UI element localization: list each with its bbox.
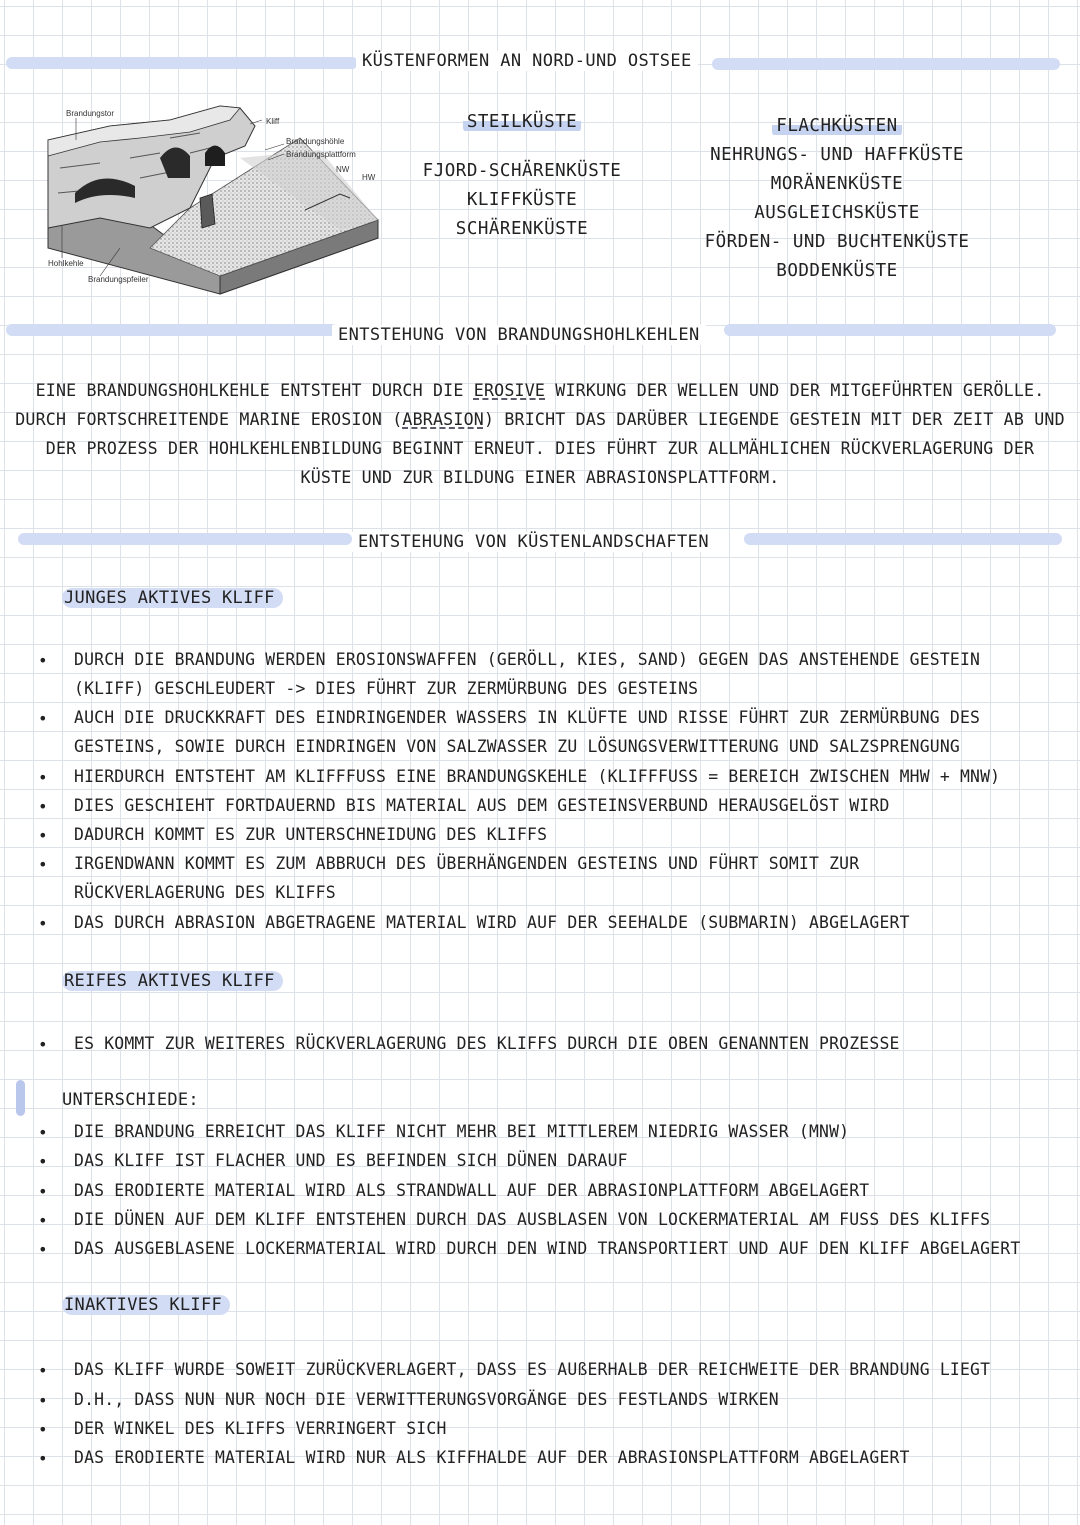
list-item: DAS ERODIERTE MATERIAL WIRD NUR ALS KIFFHALDE AUF DER ABRASIONSPLATTFORM ABGELAGERT — [74, 1448, 910, 1467]
paragraph-text: WIRKUNG DER WELLEN UND DER MITGEFÜHRTEN GERÖLLE. — [545, 381, 1045, 400]
list-item: DAS AUSGEBLASENE LOCKERMATERIAL WIRD DURCH DEN WIND TRANSPORTIERT UND AUF DEN KLIFF ABGELAGERT — [74, 1239, 1021, 1258]
bullet: • — [38, 826, 48, 845]
bullet: • — [38, 651, 48, 670]
bullet: • — [38, 1449, 48, 1468]
inaktives-title — [62, 1295, 230, 1315]
list-item: DAS DURCH ABRASION ABGETRAGENE MATERIAL WIRD AUF DER SEEHALDE (SUBMARIN) ABGELAGERT — [74, 913, 910, 932]
bullet: • — [38, 1420, 48, 1439]
bullet: • — [38, 1211, 48, 1230]
list-item: HIERDURCH ENTSTEHT AM KLIFFFUSS EINE BRANDUNGSKEHLE (KLIFFFUSS = BEREICH ZWISCHEN MHW + MNW) — [74, 767, 1001, 786]
bullet: • — [38, 1035, 48, 1054]
bullet: • — [38, 914, 48, 933]
flachkuesten-item: FÖRDEN- UND BUCHTENKÜSTE — [704, 232, 970, 252]
paragraph-text: KÜSTE UND ZUR BILDUNG EINER ABRASIONSPLATTFORM. — [300, 468, 780, 487]
flachkuesten-item: NEHRUNGS- UND HAFFKÜSTE — [710, 145, 964, 165]
junges-title — [62, 588, 283, 608]
bullet: • — [38, 1182, 48, 1201]
list-item: IRGENDWANN KOMMT ES ZUM ABBRUCH DES ÜBERHÄNGENDEN GESTEINS UND FÜHRT SOMIT ZUR — [74, 854, 860, 873]
list-item: RÜCKVERLAGERUNG DES KLIFFS — [74, 883, 336, 902]
steilkueste-item: KLIFFKÜSTE — [466, 190, 578, 210]
bullet: • — [38, 855, 48, 874]
list-item: DURCH DIE BRANDUNG WERDEN EROSIONSWAFFEN (GERÖLL, KIES, SAND) GEGEN DAS ANSTEHENDE GESTEIN — [74, 650, 981, 669]
landschaften-highlight-right — [744, 533, 1062, 545]
header-highlight-left — [6, 57, 358, 69]
list-item: DAS ERODIERTE MATERIAL WIRD ALS STRANDWALL AUF DER ABRASIONPLATTFORM ABGELAGERT — [74, 1181, 870, 1200]
list-item: DER WINKEL DES KLIFFS VERRINGERT SICH — [74, 1419, 447, 1438]
reifes-title-text: REIFES AKTIVES KLIFF — [62, 971, 283, 991]
hohlkehlen-highlight-left — [6, 324, 338, 336]
bullet: • — [38, 709, 48, 728]
steilkueste-item: FJORD-SCHÄRENKÜSTE — [422, 161, 622, 181]
list-item: (KLIFF) GESCHLEUDERT -> DIES FÜHRT ZUR ZERMÜRBUNG DES GESTEINS — [74, 679, 699, 698]
flachkuesten-item: BODDENKÜSTE — [776, 261, 898, 281]
hohlkehlen-paragraph — [0, 376, 1080, 492]
label-nw: NW — [336, 165, 350, 174]
term-abrasion: ABRASION — [402, 410, 484, 429]
bullet: • — [38, 1123, 48, 1142]
junges-title-text: JUNGES AKTIVES KLIFF — [62, 588, 283, 608]
list-item: DIES GESCHIEHT FORTDAUERND BIS MATERIAL AUS DEM GESTEINSVERBUND HERAUSGELÖST WIRD — [74, 796, 890, 815]
label-brandungshoehle: Brandungshöhle — [286, 137, 345, 146]
hohlkehlen-title: ENTSTEHUNG VON BRANDUNGSHOHLKEHLEN — [332, 325, 706, 345]
coast-block-diagram — [40, 98, 390, 298]
flachkuesten-column — [672, 112, 1002, 286]
list-item: DADURCH KOMMT ES ZUR UNTERSCHNEIDUNG DES KLIFFS — [74, 825, 548, 844]
paragraph-text: EINE BRANDUNGSHOHLKEHLE ENTSTEHT DURCH DIE — [35, 381, 474, 400]
label-brandungspfeiler: Brandungspfeiler — [88, 275, 149, 284]
list-item: DIE BRANDUNG ERREICHT DAS KLIFF NICHT MEHR BEI MITTLEREM NIEDRIG WASSER (MNW) — [74, 1122, 850, 1141]
term-erosive: EROSIVE — [473, 381, 546, 400]
margin-marker — [16, 1080, 25, 1116]
steilkueste-item: SCHÄRENKÜSTE — [455, 219, 589, 239]
list-item: AUCH DIE DRUCKKRAFT DES EINDRINGENDER WASSERS IN KLÜFTE UND RISSE FÜHRT ZUR ZERMÜRBUNG DES — [74, 708, 981, 727]
steilkueste-column — [402, 108, 642, 244]
steilkueste-title: STEILKÜSTE — [463, 112, 581, 132]
list-item: DAS KLIFF WURDE SOWEIT ZURÜCKVERLAGERT, DASS ES AUßERHALB DER REICHWEITE DER BRANDUNG LIEGT — [74, 1360, 991, 1379]
hohlkehlen-highlight-right — [724, 324, 1056, 336]
bullet: • — [38, 1361, 48, 1380]
paragraph-text: ) BRICHT DAS DARÜBER LIEGENDE GESTEIN MIT DER ZEIT AB UND — [483, 410, 1065, 429]
flachkuesten-title: FLACHKÜSTEN — [772, 116, 901, 136]
list-item: D.H., DASS NUN NUR NOCH DIE VERWITTERUNGSVORGÄNGE DES FESTLANDS WIRKEN — [74, 1390, 779, 1409]
bullet: • — [38, 1240, 48, 1259]
flachkuesten-item: MORÄNENKÜSTE — [770, 174, 904, 194]
list-item: DIE DÜNEN AUF DEM KLIFF ENTSTEHEN DURCH DAS AUSBLASEN VON LOCKERMATERIAL AM FUSS DES KLIFFS — [74, 1210, 991, 1229]
flachkuesten-item: AUSGLEICHSKÜSTE — [754, 203, 920, 223]
landschaften-highlight-left — [18, 533, 352, 545]
inaktives-title-text: INAKTIVES KLIFF — [62, 1295, 230, 1315]
label-hw: HW — [362, 173, 376, 182]
label-brandungsplattform: Brandungsplattform — [286, 150, 356, 159]
header-highlight-right — [712, 58, 1060, 70]
bullet: • — [38, 1152, 48, 1171]
bullet: • — [38, 1391, 48, 1410]
list-item: DAS KLIFF IST FLACHER UND ES BEFINDEN SICH DÜNEN DARAUF — [74, 1151, 628, 1170]
reifes-title — [62, 971, 283, 991]
list-item: GESTEINS, SOWIE DURCH EINDRINGEN VON SALZWASSER ZU LÖSUNGSVERWITTERUNG UND SALZSPRENGUNG — [74, 737, 960, 756]
page-title: KÜSTENFORMEN AN NORD-UND OSTSEE — [356, 51, 698, 71]
paragraph-text: DER PROZESS DER HOHLKEHLENBILDUNG BEGINNT ERNEUT. DIES FÜHRT ZUR ALLMÄHLICHEN RÜCKVERLAGERUNG DER — [45, 439, 1035, 458]
landschaften-title: ENTSTEHUNG VON KÜSTENLANDSCHAFTEN — [352, 532, 715, 552]
bullet: • — [38, 768, 48, 787]
bullet: • — [38, 797, 48, 816]
label-kliff: Kliff — [266, 117, 280, 126]
paragraph-text: DURCH FORTSCHREITENDE MARINE EROSION ( — [15, 410, 403, 429]
list-item: ES KOMMT ZUR WEITERES RÜCKVERLAGERUNG DES KLIFFS DURCH DIE OBEN GENANNTEN PROZESSE — [74, 1034, 900, 1053]
unterschiede-label: UNTERSCHIEDE: — [62, 1090, 199, 1110]
label-hohlkehle: Hohlkehle — [48, 259, 84, 268]
label-brandungstor: Brandungstor — [66, 109, 115, 118]
